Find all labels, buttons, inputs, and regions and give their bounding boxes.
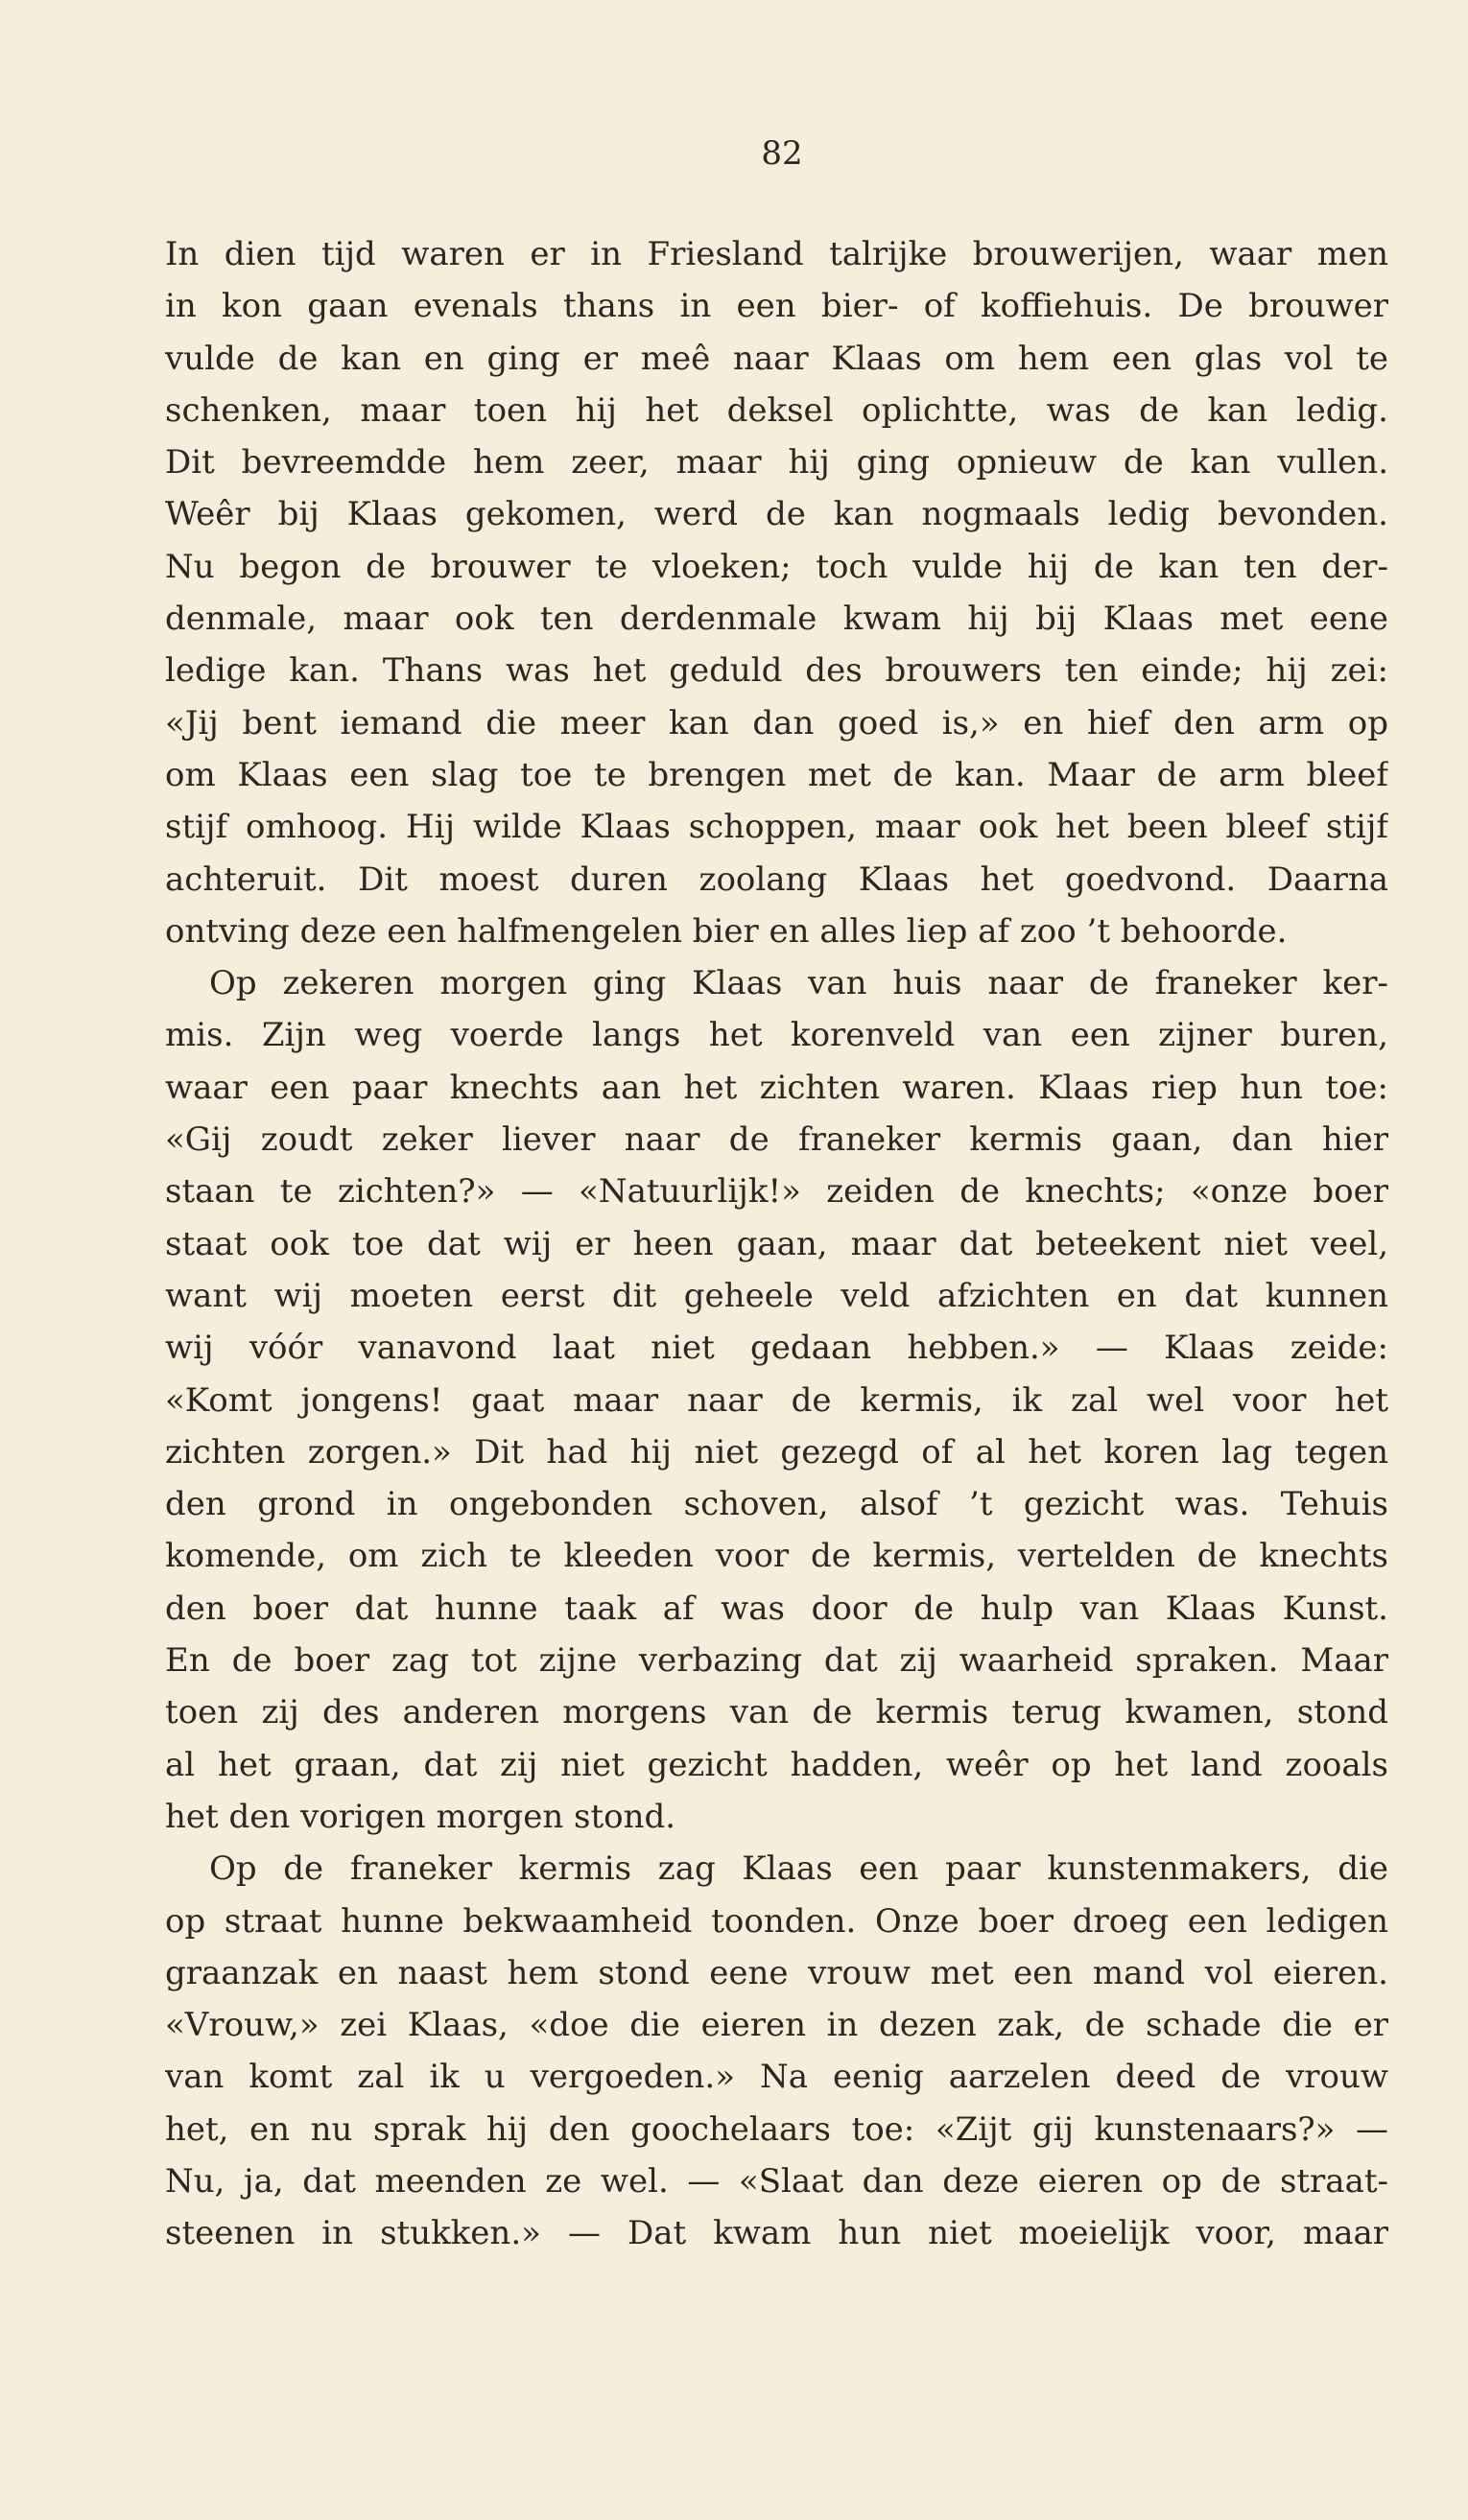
text-line: schenken, maar toen hij het deksel oplichtte, was de kan ledig. bbox=[165, 390, 1388, 430]
text-line: Op zekeren morgen ging Klaas van huis naar de franeker ker- bbox=[209, 964, 1388, 1003]
text-line: Op de franeker kermis zag Klaas een paar kunstenmakers, die bbox=[209, 1849, 1388, 1889]
text-line: In dien tijd waren er in Friesland talrijke brouwerijen, waar men bbox=[165, 235, 1388, 273]
text-line: Nu, ja, dat meenden ze wel. — «Slaat dan deze eieren op de straat- bbox=[165, 2161, 1388, 2201]
text-line: «Jij bent iemand die meer kan dan goed is,» en hief den arm op bbox=[165, 703, 1388, 742]
text-line: om Klaas een slag toe te brengen met de kan. Maar de arm bleef bbox=[165, 755, 1388, 794]
text-line: ledige kan. Thans was het geduld des brouwers ten einde; hij zei: bbox=[165, 651, 1388, 691]
text-line: denmale, maar ook ten derdenmale kwam hij bij Klaas met eene bbox=[165, 600, 1388, 639]
text-line: den boer dat hunne taak af was door de hulp van Klaas Kunst. bbox=[165, 1589, 1388, 1628]
text-line: den grond in ongebonden schoven, alsof ’t gezicht was. Tehuis bbox=[165, 1485, 1388, 1524]
body-text bbox=[165, 228, 1388, 2260]
text-line: steenen in stukken.» — Dat kwam hun niet moeielijk voor, maar bbox=[165, 2214, 1388, 2253]
text-line: «Komt jongens! gaat maar naar de kermis, ik zal wel voor het bbox=[165, 1380, 1388, 1420]
text-line: zichten zorgen.» Dit had hij niet gezegd of al het koren lag tegen bbox=[165, 1432, 1388, 1472]
text-line: «Gij zoudt zeker liever naar de franeker kermis gaan, dan hier bbox=[165, 1120, 1388, 1160]
text-line: Nu begon de brouwer te vloeken; toch vulde hij de kan ten der- bbox=[165, 547, 1388, 586]
text-line: staan te zichten?» — «Natuurlijk!» zeiden de knechts; «onze boer bbox=[165, 1172, 1388, 1212]
text-line: mis. Zijn weg voerde langs het korenveld van een zijner buren, bbox=[165, 1016, 1388, 1055]
text-line: waar een paar knechts aan het zichten waren. Klaas riep hun toe: bbox=[165, 1068, 1388, 1107]
text-line: staat ook toe dat wij er heen gaan, maar dat beteekent niet veel, bbox=[165, 1224, 1388, 1263]
text-line: Dit bevreemdde hem zeer, maar hij ging opnieuw de kan vullen. bbox=[165, 443, 1388, 483]
text-line: het den vorigen morgen stond. bbox=[165, 1797, 676, 1836]
text-line: komende, om zich te kleeden voor de kermis, vertelden de knechts bbox=[165, 1537, 1388, 1576]
text-line: graanzak en naast hem stond eene vrouw met een mand vol eieren. bbox=[165, 1953, 1388, 1992]
text-line: toen zij des anderen morgens van de kermis terug kwamen, stond bbox=[165, 1693, 1388, 1732]
text-line: stijf omhoog. Hij wilde Klaas schoppen, maar ook het been bleef stijf bbox=[165, 808, 1388, 847]
text-line: En de boer zag tot zijne verbazing dat zij waarheid spraken. Maar bbox=[165, 1641, 1388, 1681]
text-line: al het graan, dat zij niet gezicht hadden, weêr op het land zooals bbox=[165, 1745, 1388, 1784]
text-line: in kon gaan evenals thans in een bier- of koffiehuis. De brouwer bbox=[165, 287, 1388, 326]
page-number: 82 bbox=[761, 134, 803, 173]
text-line: het, en nu sprak hij den goochelaars toe: «Zijt gij kunstenaars?» — bbox=[165, 2109, 1388, 2149]
text-line: achteruit. Dit moest duren zoolang Klaas het goedvond. Daarna bbox=[165, 860, 1388, 899]
text-line: op straat hunne bekwaamheid toonden. Onze boer droeg een ledigen bbox=[165, 1901, 1388, 1941]
text-line: vulde de kan en ging er meê naar Klaas om hem een glas vol te bbox=[165, 339, 1388, 378]
text-line: ontving deze een halfmengelen bier en alles liep af zoo ’t behoorde. bbox=[165, 911, 1288, 951]
text-line: «Vrouw,» zei Klaas, «doe die eieren in dezen zak, de schade die er bbox=[165, 2006, 1388, 2045]
text-line: wij vóór vanavond laat niet gedaan hebben.» — Klaas zeide: bbox=[165, 1329, 1388, 1368]
text-line: Weêr bij Klaas gekomen, werd de kan nogmaals ledig bevonden. bbox=[165, 495, 1388, 534]
text-line: want wij moeten eerst dit geheele veld afzichten en dat kunnen bbox=[165, 1276, 1388, 1315]
text-line: van komt zal ik u vergoeden.» Na eenig aarzelen deed de vrouw bbox=[165, 2058, 1388, 2097]
